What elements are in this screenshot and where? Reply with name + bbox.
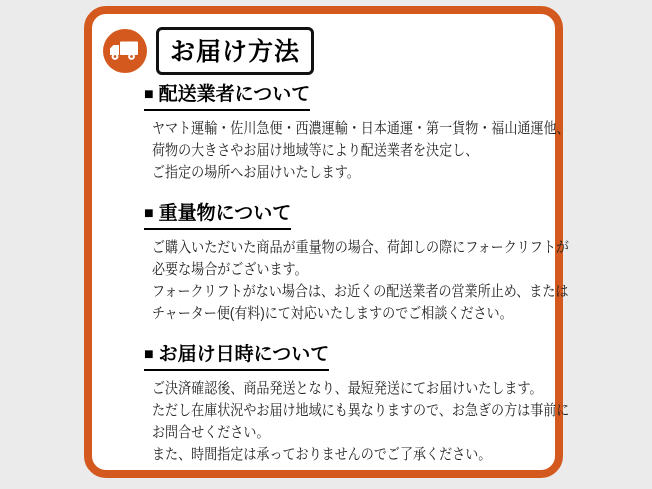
text-line: ただし在庫状況やお届け地域にも異なりますので、お急ぎの方は事前に [152,402,570,419]
text-line: ご決済確認後、商品発送となり、最短発送にてお届けいたします。 [152,380,543,397]
sections-container [144,79,570,466]
truck-icon [103,29,147,73]
text-line: お問合せください。 [152,424,270,441]
section-shipping-carriers [144,79,570,184]
section-delivery-datetime [144,339,570,466]
section-body [152,378,570,466]
section-heavy-items [144,198,569,325]
bullet-square-icon: ■ [144,86,154,103]
text-line: 必要な場合がございます。 [152,261,308,278]
page-title: お届け方法 [156,27,314,75]
section-body [152,237,569,325]
bullet-square-icon: ■ [144,205,154,222]
text-line: ご指定の場所へお届けいたします。 [152,164,360,181]
text-line: ご購入いただいた商品が重量物の場合、荷卸しの際にフォークリフトが [152,239,569,256]
text-line: フォークリフトがない場合は、お近くの配送業者の営業所止め、または [152,283,569,300]
section-heading [144,198,291,230]
section-heading-label: 配送業者について [158,84,311,105]
text-line: また、時間指定は承っておりませんのでご了承ください。 [152,446,492,463]
section-heading [144,339,329,371]
bullet-square-icon: ■ [144,346,154,363]
text-line: ヤマト運輸・佐川急便・西濃運輸・日本通運・第一貨物・福山通運他、 [152,120,570,137]
panel-header [103,27,555,75]
text-line: チャーター便(有料)にて対応いたしますのでご相談ください。 [152,305,513,322]
section-heading-label: 重量物について [158,203,292,224]
section-heading [144,79,310,111]
section-heading-label: お届け日時について [158,344,330,365]
text-line: 荷物の大きさやお届け地域等により配送業者を決定し、 [152,142,479,159]
section-body [152,118,570,184]
delivery-info-panel [84,6,570,478]
